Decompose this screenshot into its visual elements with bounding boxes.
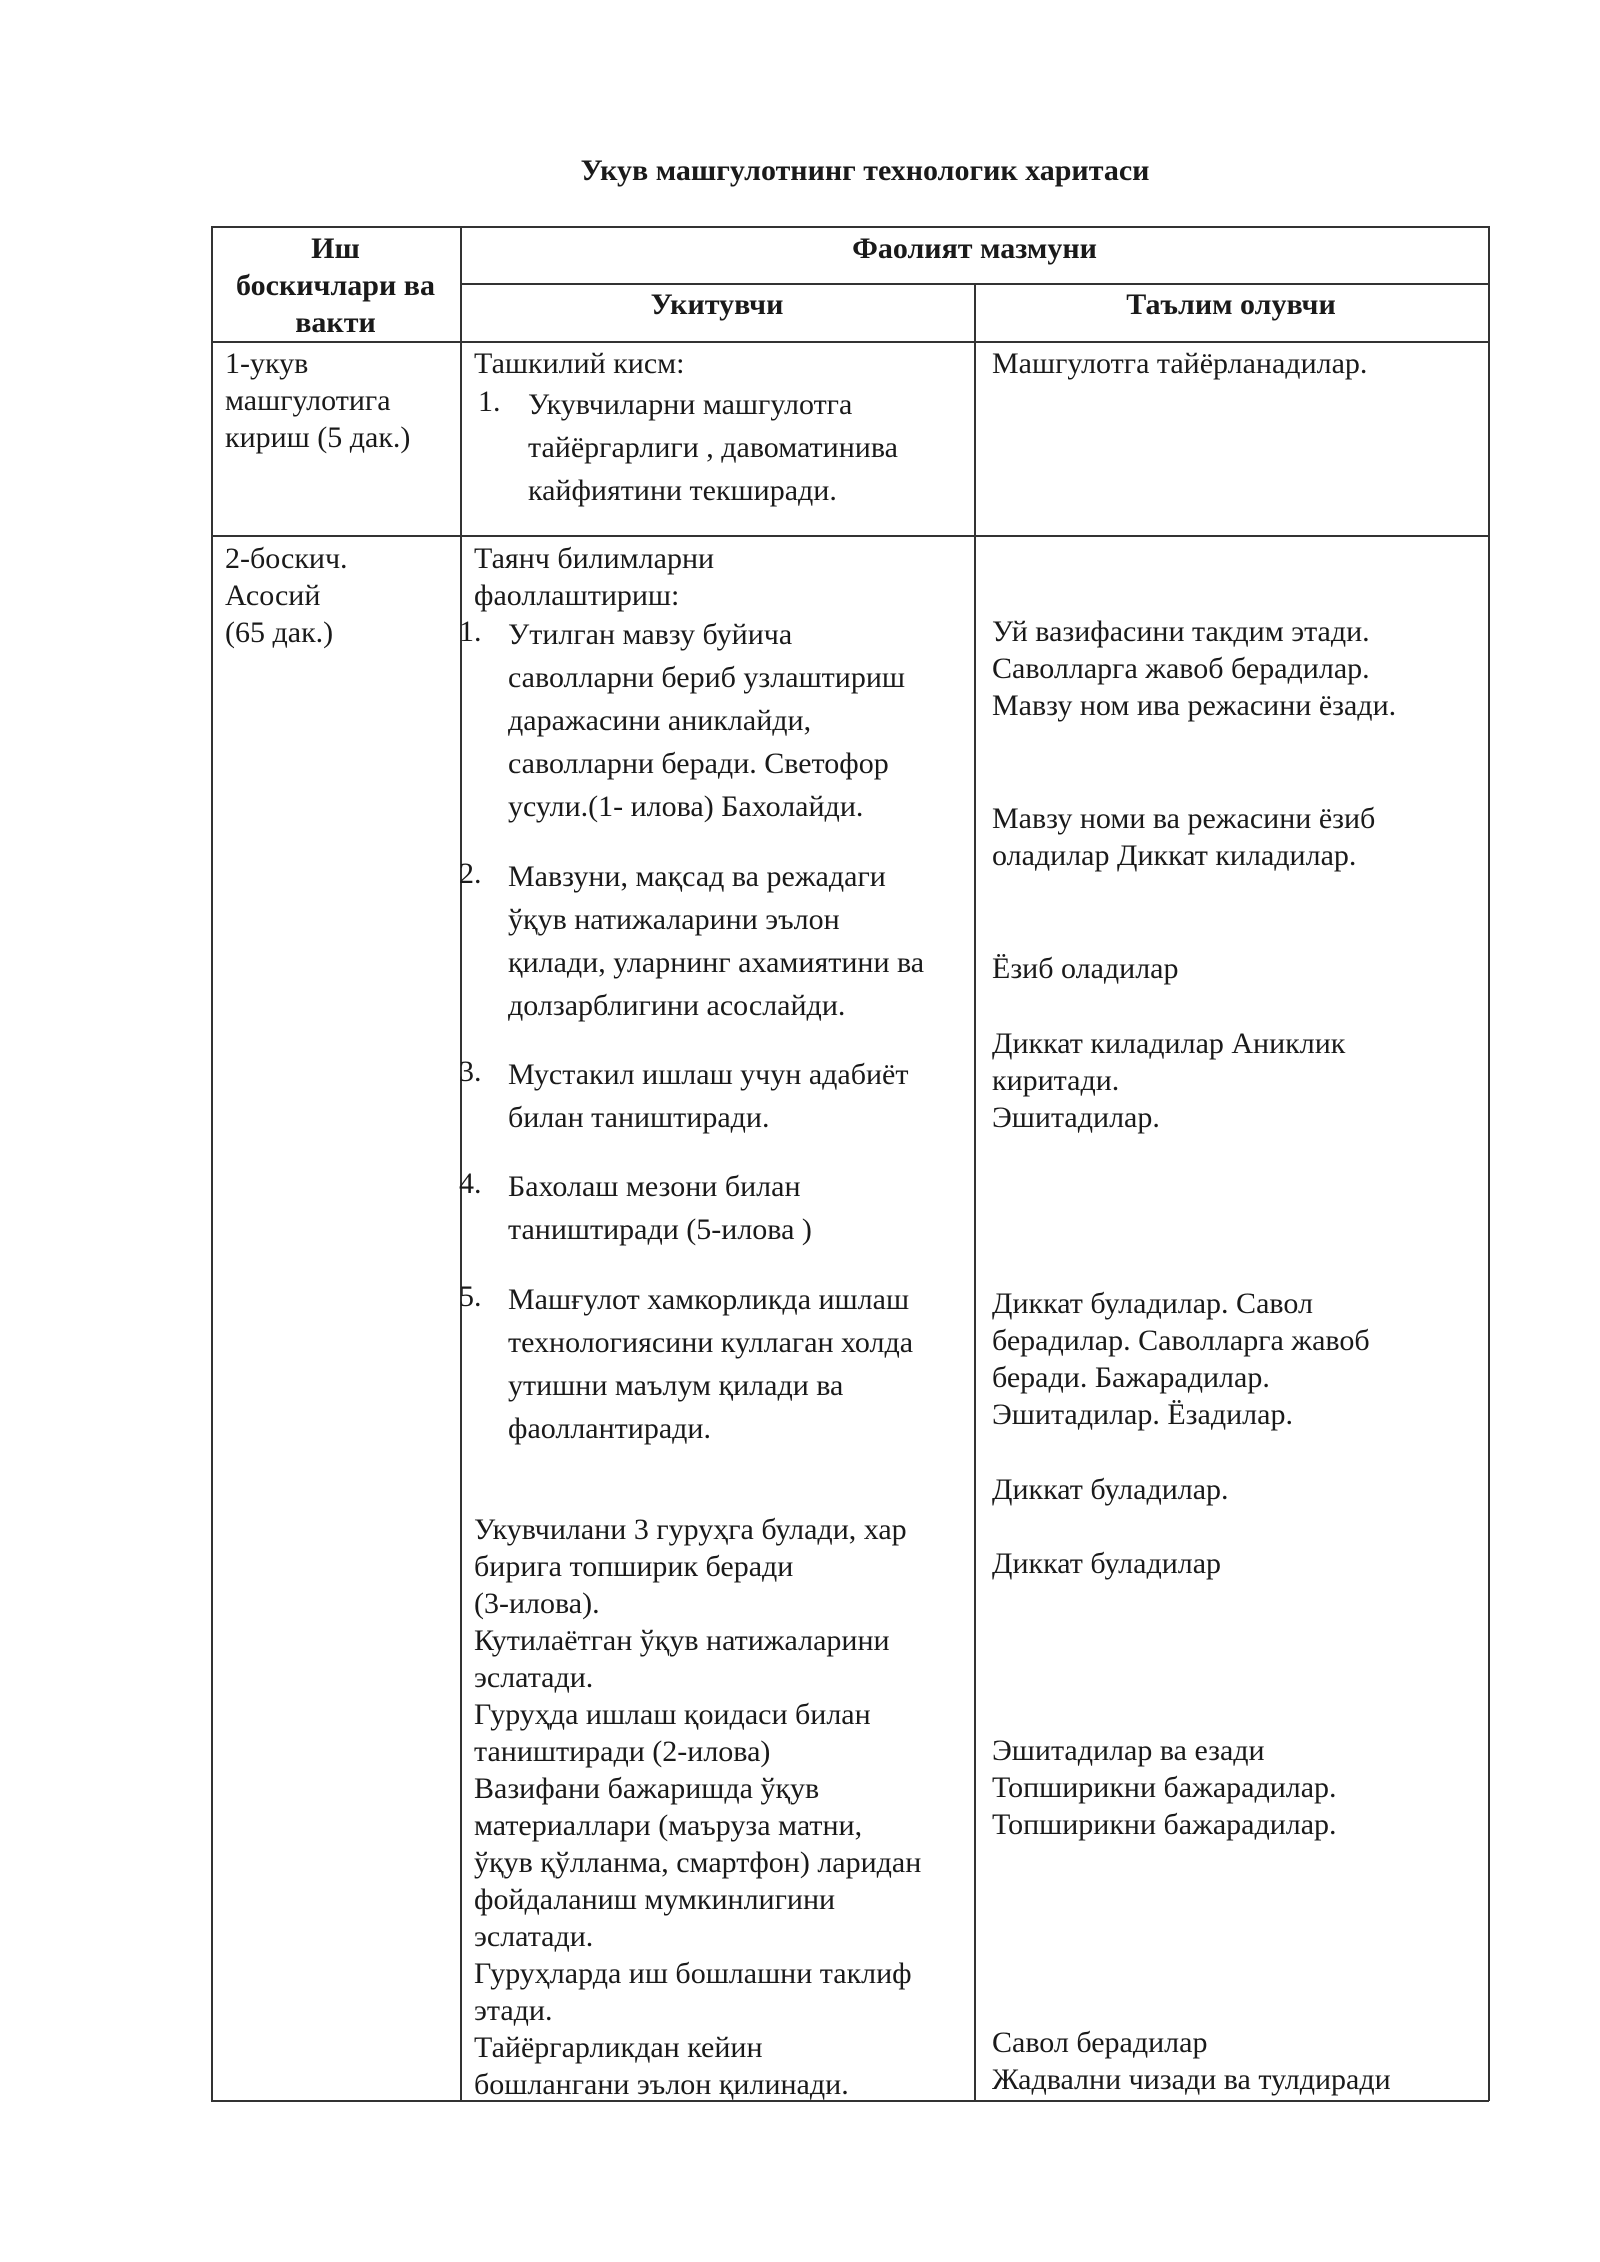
row2-teacher-group-line: Гуруҳларда иш бошлашни таклиф xyxy=(474,1957,912,1990)
row2-student-line: Мавзу номи ва режасини ёзиб xyxy=(992,802,1376,835)
header-activity: Фаолият мазмуни xyxy=(852,232,1097,265)
col-divider-2 xyxy=(974,283,976,2101)
header-stage-column xyxy=(211,230,460,341)
row2-student-line: киритади. xyxy=(992,1064,1120,1097)
row2-student-line: Эшитадилар ва езади xyxy=(992,1734,1265,1767)
row2-item-number: 1. xyxy=(459,615,482,648)
row2-item-number: 5. xyxy=(459,1280,482,1313)
row2-teacher-item xyxy=(508,1278,913,1450)
row2-student-block xyxy=(992,800,1375,874)
row1-teacher-intro: Ташкилий кисм: xyxy=(474,347,685,380)
row1-teacher-item xyxy=(528,383,898,512)
row2-teacher-group-line: бошлангани эълон қилинади. xyxy=(474,2068,849,2101)
header-stage-line: вакти xyxy=(295,306,376,339)
row1-teacher-item-line: тайёргарлиги , давоматинива xyxy=(528,431,898,464)
row2-student-block xyxy=(992,613,1396,724)
row2-teacher-group-line: таништиради (2-илова) xyxy=(474,1735,771,1768)
row2-teacher-item-line: ўқув натижаларини эълон xyxy=(508,903,840,936)
row2-student-block xyxy=(992,1471,1229,1508)
row1-teacher-item-line: кайфиятини текширади. xyxy=(528,474,837,507)
row1-item-number: 1. xyxy=(478,385,501,418)
row2-stage-line: Асосий xyxy=(225,579,321,612)
row2-student-block xyxy=(992,2024,1391,2098)
row2-student-line: Эшитадилар. xyxy=(992,1101,1160,1134)
row2-student-line: Жадвални чизади ва тулдиради xyxy=(992,2063,1391,2096)
row2-student-line: Диккат буладилар. Савол xyxy=(992,1287,1313,1320)
row2-teacher-item-line: Мавзуни, мақсад ва режадаги xyxy=(508,860,886,893)
row2-teacher-item-line: даражасини аниклайди, xyxy=(508,704,812,737)
row2-student-block xyxy=(992,1025,1345,1136)
header-teacher: Укитувчи xyxy=(650,288,784,321)
row2-teacher-item-line: технологиясини куллаган холда xyxy=(508,1326,914,1359)
row2-teacher-item-line: утишни маълум қилади ва xyxy=(508,1369,844,1402)
row2-student-block xyxy=(992,1285,1370,1433)
row2-student-line: Савол берадилар xyxy=(992,2026,1208,2059)
row2-teacher-item-line: Утилган мавзу буйича xyxy=(508,618,793,651)
row2-teacher-item-line: Бахолаш мезони билан xyxy=(508,1170,801,1203)
row2-student-line: Диккат буладилар. xyxy=(992,1473,1229,1506)
row2-teacher-item xyxy=(508,855,924,1027)
row2-stage-line: 2-боскич. xyxy=(225,542,348,575)
row2-student-line: берадилар. Саволларга жавоб xyxy=(992,1324,1370,1357)
row2-teacher-item-line: билан таништиради. xyxy=(508,1101,770,1134)
col-divider-1 xyxy=(460,226,462,2101)
row2-teacher-item xyxy=(508,613,905,828)
row2-teacher-item-line: долзарблигини асослайди. xyxy=(508,989,846,1022)
row2-student-line: Саволларга жавоб берадилар. xyxy=(992,652,1370,685)
row2-student-line: Эшитадилар. Ёзадилар. xyxy=(992,1398,1293,1431)
row2-teacher-group-work xyxy=(474,1511,921,2103)
row2-teacher-intro-line: фаоллаштириш: xyxy=(474,579,680,612)
row2-student-line: Диккат буладилар xyxy=(992,1547,1222,1580)
row2-student-line: беради. Бажарадилар. xyxy=(992,1361,1270,1394)
row2-item-number: 2. xyxy=(459,857,482,890)
row2-teacher-intro xyxy=(474,540,714,614)
row2-teacher-group-line: этади. xyxy=(474,1994,553,2027)
row1-stage-line: машгулотига xyxy=(225,384,391,417)
row2-teacher-item-line: қилади, уларнинг ахамиятини ва xyxy=(508,946,925,979)
row2-student-line: Топширикни бажарадилар. xyxy=(992,1808,1337,1841)
row2-teacher-group-line: Гуруҳда ишлаш қоидаси билан xyxy=(474,1698,871,1731)
row2-student-block xyxy=(992,950,1179,987)
header-stage-line: боскичлари ва xyxy=(236,269,435,302)
header-stage-line: Иш xyxy=(311,232,360,265)
row2-student-block xyxy=(992,1732,1337,1843)
row2-teacher-item-line: фаоллантиради. xyxy=(508,1412,711,1445)
header-bottom xyxy=(211,341,1489,343)
row2-teacher-group-line: Тайёргарликдан кейин xyxy=(474,2031,763,2064)
row2-teacher-group-line: эслатади. xyxy=(474,1661,594,1694)
row2-teacher-group-line: Вазифани бажаришда ўқув xyxy=(474,1772,820,1805)
row2-teacher-group-line: материаллари (маъруза матни, xyxy=(474,1809,863,1842)
row2-teacher-intro-line: Таянч билимларни xyxy=(474,542,715,575)
row1-teacher-item-line: Укувчиларни машгулотга xyxy=(528,388,853,421)
row2-teacher-item-line: Машғулот хамкорликда ишлаш xyxy=(508,1283,910,1316)
row2-student-line: Топширикни бажарадилар. xyxy=(992,1771,1337,1804)
row1-stage xyxy=(225,345,410,456)
row2-student-block xyxy=(992,1545,1221,1582)
row2-student-line: Уй вазифасини такдим этади. xyxy=(992,615,1370,648)
row1-stage-line: 1-укув xyxy=(225,347,309,380)
row2-teacher-item-line: таништиради (5-илова ) xyxy=(508,1213,812,1246)
row2-stage xyxy=(225,540,348,651)
row2-teacher-item-line: Мустакил ишлаш учун адабиёт xyxy=(508,1058,909,1091)
row2-student-line: Диккат киладилар Аниклик xyxy=(992,1027,1346,1060)
row2-student-line: Мавзу ном ива режасини ёзади. xyxy=(992,689,1397,722)
row1-bottom xyxy=(211,535,1489,537)
row2-teacher-group-line: фойдаланиш мумкинлигини xyxy=(474,1883,836,1916)
table-border-right xyxy=(1488,226,1490,2101)
row1-student: Машгулотга тайёрланадилар. xyxy=(992,347,1368,380)
row2-teacher-group-line: Укувчилани 3 гуруҳга булади, хар xyxy=(474,1513,907,1546)
row2-teacher-item-line: усули.(1- илова) Бахолайди. xyxy=(508,790,864,823)
row1-stage-line: кириш (5 дак.) xyxy=(225,421,411,454)
row2-teacher-group-line: бирига топширик беради xyxy=(474,1550,794,1583)
document-title: Укув машгулотнинг технологик харитаси xyxy=(580,154,1150,187)
row2-teacher-item-line: саволларни беради. Светофор xyxy=(508,747,889,780)
row2-student-line: оладилар Диккат киладилар. xyxy=(992,839,1357,872)
row2-item-number: 3. xyxy=(459,1055,482,1088)
table-border-top xyxy=(211,226,1489,228)
row2-student-line: Ёзиб оладилар xyxy=(992,952,1179,985)
header-student: Таълим олувчи xyxy=(1126,288,1336,321)
row2-teacher-group-line: эслатади. xyxy=(474,1920,594,1953)
table-border-left xyxy=(211,226,213,2101)
row2-teacher-item xyxy=(508,1053,908,1139)
row2-item-number: 4. xyxy=(459,1167,482,1200)
row2-teacher-group-line: Кутилаётган ўқув натижаларини xyxy=(474,1624,890,1657)
row2-teacher-group-line: ўқув қўлланма, смартфон) ларидан xyxy=(474,1846,922,1879)
row2-stage-line: (65 дак.) xyxy=(225,616,334,649)
row2-teacher-item-line: саволларни бериб узлаштириш xyxy=(508,661,905,694)
row2-teacher-group-line: (3-илова). xyxy=(474,1587,600,1620)
row2-teacher-item xyxy=(508,1165,812,1251)
